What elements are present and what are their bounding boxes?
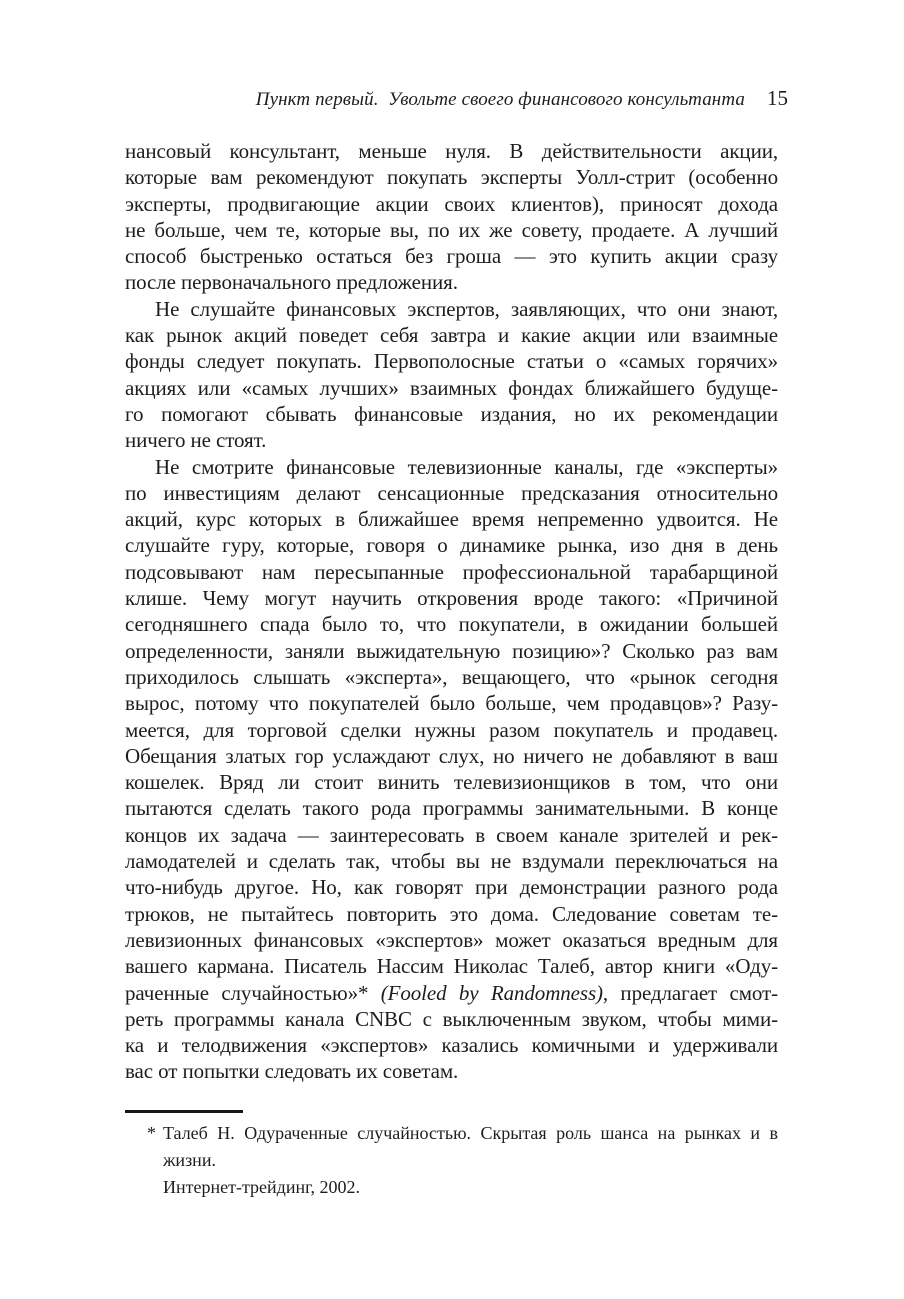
text-line: которые вам рекомендуют покупать эксперты Уолл-стрит (особенно xyxy=(125,165,778,190)
footnote-marker: * xyxy=(147,1123,156,1143)
text-line: ка и телодвижения «экспертов» казались комичными и удерживали xyxy=(125,1033,778,1058)
footnote-line: Талеб Н. Одураченные случайностью. Скрытая роль шанса на рынках и в жизни. xyxy=(163,1123,778,1170)
text-line: после первоначального предложения. xyxy=(125,270,458,295)
text-line: как рынок акций поведет себя завтра и какие акции или взаимные xyxy=(125,323,778,348)
text-line: меется, для торговой сделки нужны разом покупатель и продавец. xyxy=(125,717,778,742)
text-line: способ быстренько остаться без гроша — это купить акции сразу xyxy=(125,244,778,269)
text-line: определенности, заняли выжидательную позицию»? Сколько раз вам xyxy=(125,638,778,663)
text-line: го помогают сбывать финансовые издания, но их рекомендации xyxy=(125,401,778,426)
text-line: Не смотрите финансовые телевизионные каналы, где «эксперты» xyxy=(155,454,778,479)
text-line: Обещания златых гор услаждают слух, но ничего не добавляют в ваш xyxy=(125,743,778,768)
paragraph xyxy=(125,296,778,454)
paragraph xyxy=(125,454,778,1085)
text-line: вырос, потому что покупателей было больше, чем продавцов»? Разу- xyxy=(125,691,778,716)
text-line: акций, курс которых в ближайшее время непременно удвоится. Не xyxy=(125,507,778,532)
text-run: раченные случайностью»* xyxy=(125,980,381,1005)
text-run: , предлагает смот- xyxy=(602,980,778,1005)
text-line: реть программы канала CNBC с выключенным звуком, чтобы мими- xyxy=(125,1006,778,1031)
text-line: пытаются сделать такого рода программы занимательными. В конце xyxy=(125,796,778,821)
book-title-latin: (Fooled by Randomness) xyxy=(380,980,603,1005)
text-line xyxy=(125,980,778,1006)
page-header xyxy=(125,86,788,111)
text-line: приходилось слышать «эксперта», вещающего, что «рынок сегодня xyxy=(125,664,778,689)
text-line: клише. Чему могут научить откровения вроде такого: «Причиной xyxy=(125,586,778,611)
text-line: подсовывают нам пересыпанные профессиональной тарабарщиной xyxy=(125,559,778,584)
text-line: ламодателей и сделать так, чтобы вы не вздумали переключаться на xyxy=(125,849,778,874)
text-line: вашего кармана. Писатель Нассим Николас Талеб, автор книги «Оду- xyxy=(125,954,778,979)
footnote xyxy=(125,1120,778,1201)
text-line: вас от попытки следовать их советам. xyxy=(125,1059,459,1084)
text-line: нансовый консультант, меньше нуля. В действительности акции, xyxy=(125,139,778,163)
text-line: эксперты, продвигающие акции своих клиентов), приносят дохода xyxy=(125,191,778,216)
paragraph xyxy=(125,138,778,296)
text-line: ничего не стоят. xyxy=(125,428,267,453)
footnote-body xyxy=(125,1120,778,1201)
text-line: не больше, чем те, которые вы, по их же совету, продаете. А лучший xyxy=(125,217,778,242)
page-number: 15 xyxy=(767,86,788,110)
text-line: акциях или «самых лучших» взаимных фондах ближайшего будуще- xyxy=(125,375,778,400)
page-body xyxy=(125,138,778,1085)
footnote-line: Интернет-трейдинг, 2002. xyxy=(163,1177,360,1197)
text-line: левизионных финансовых «экспертов» может оказаться вредным для xyxy=(125,927,778,952)
text-line: фонды следует покупать. Первополосные статьи о «самых горячих» xyxy=(125,349,778,374)
text-line: кошелек. Вряд ли стоит винить телевизионщиков в том, что они xyxy=(125,770,778,795)
text-line: Не слушайте финансовых экспертов, заявляющих, что они знают, xyxy=(155,296,778,321)
text-line: сегодняшнего спада было то, что покупатели, в ожидании большей xyxy=(125,612,778,637)
text-line: что-нибудь другое. Но, как говорят при демонстрации разного рода xyxy=(125,875,778,900)
text-line: трюков, не пытайтесь повторить это дома. Следование советам те- xyxy=(125,901,778,926)
text-line: по инвестициям делают сенсационные предсказания относительно xyxy=(125,480,778,505)
footnote-divider xyxy=(125,1110,243,1113)
running-title: Пункт первый. Увольте своего финансового консультанта xyxy=(255,89,745,110)
text-line: концов их задача — заинтересовать в своем канале зрителей и рек- xyxy=(125,822,778,847)
text-line: слушайте гуру, которые, говоря о динамике рынка, изо дня в день xyxy=(125,533,778,558)
